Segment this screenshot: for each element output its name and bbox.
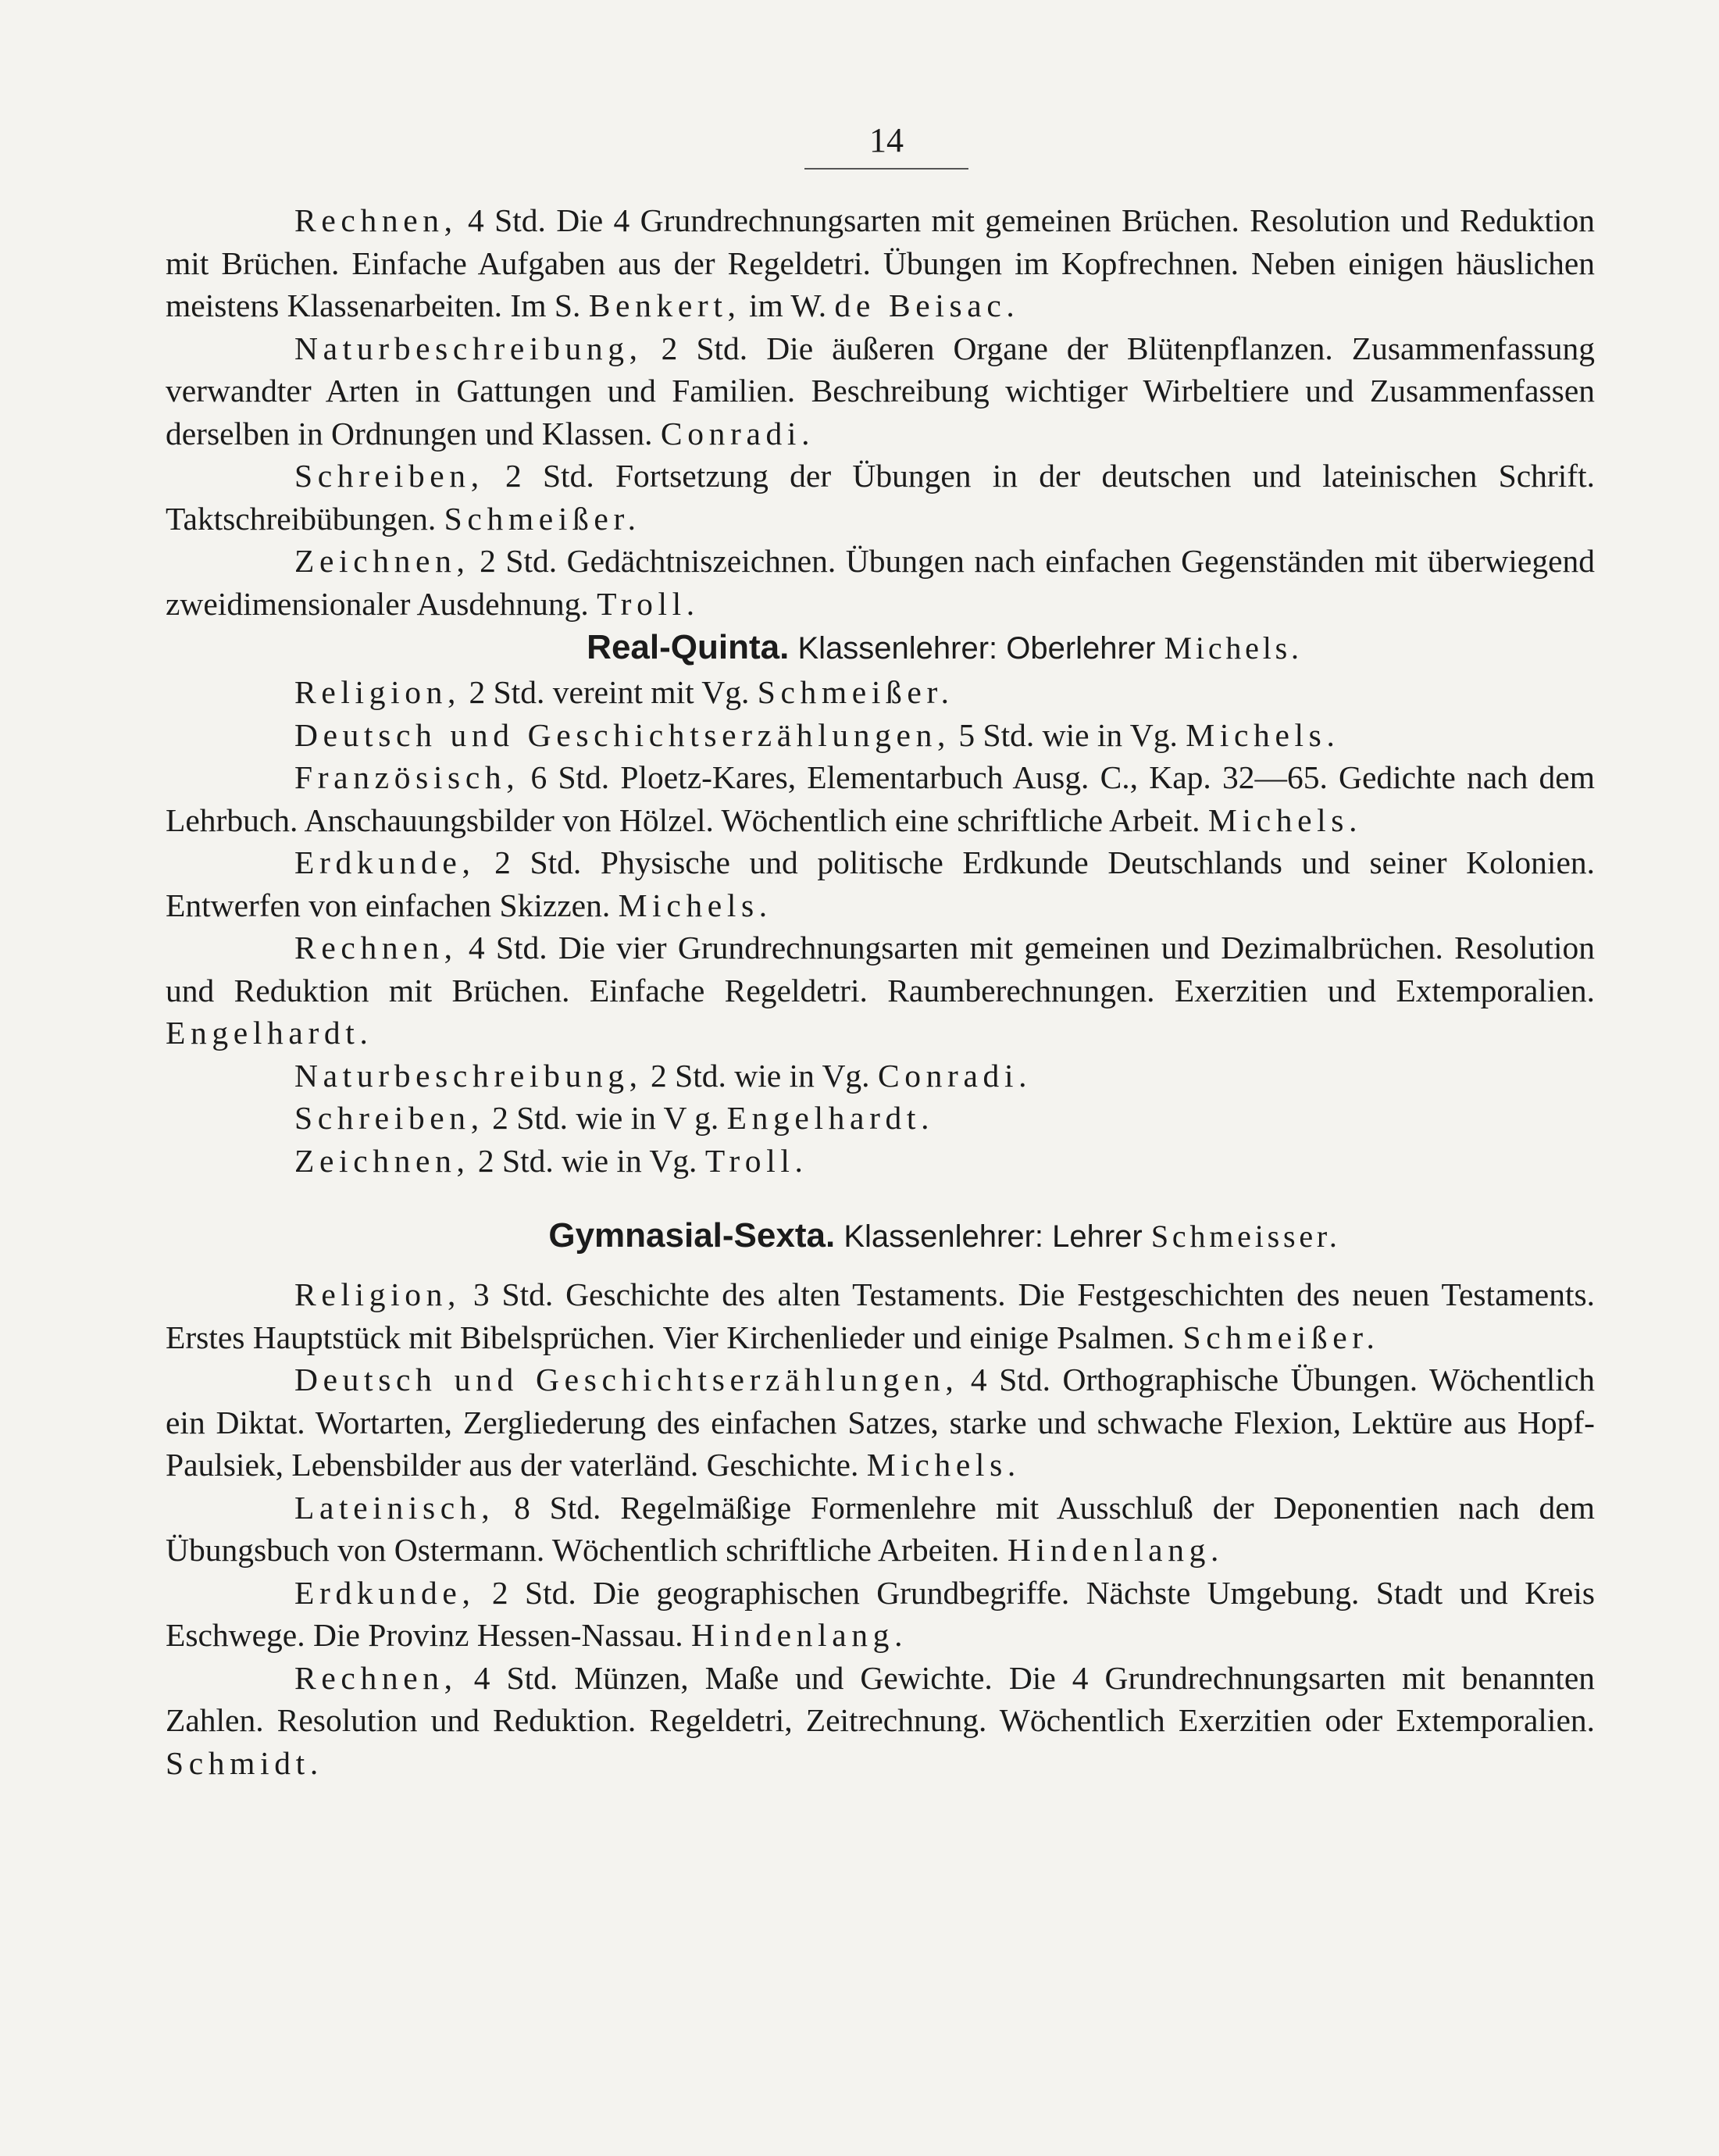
subject-label: Rechnen,: [294, 930, 458, 966]
paragraph-text: 2 Std. Physische und politische Erdkunde Deutschlands und seiner Kolonien. Entwerfen von einfachen Skizzen.: [166, 844, 1595, 923]
section-heading-real-quinta: [166, 625, 1595, 671]
subject-label: Naturbeschreibung,: [294, 330, 643, 366]
paragraph-religion-2: [166, 671, 1595, 714]
paragraph-naturbeschreibung-1: [166, 327, 1595, 455]
subject-label: Zeichnen,: [294, 1142, 470, 1179]
teacher-name: Schmeißer.: [757, 674, 954, 710]
class-teacher-name: Michels.: [1164, 630, 1303, 666]
section-title: Real-Quinta.: [587, 628, 790, 666]
teacher-name: Engelhardt.: [166, 1015, 373, 1051]
paragraph-text: 2 Std. Fortsetzung der Übungen in der deutschen und lateinischen Schrift. Taktschreibübungen.: [166, 458, 1595, 537]
page-body: [166, 199, 1595, 1784]
paragraph-text: 4 Std. Die vier Grundrechnungsarten mit gemeinen und Dezimalbrüchen. Resolution und Reduktion mit Brüchen. Einfache Regeldetri. Raumberechnungen. Exerzitien und Extemporalien.: [166, 930, 1595, 1008]
subject-label: Deutsch und Geschichtserzählungen,: [294, 1362, 959, 1397]
paragraph-text: 4 Std. Orthographische Übungen. Wöchentlich ein Diktat. Wortarten, Zergliederung des einfachen Satzes, starke und schwache Flexion, Lektüre aus Hopf-Paulsiek, Lebensbilder aus der vaterländ. Geschichte.: [166, 1362, 1595, 1483]
paragraph-text: 5 Std. wie in Vg.: [950, 716, 1186, 753]
paragraph-schreiben-1: [166, 455, 1595, 540]
paragraph-text: 2 Std. Die geographischen Grundbegriffe. Nächste Umgebung. Stadt und Kreis Eschwege. Die Provinz Hessen-Nassau.: [166, 1574, 1595, 1653]
teacher-name: de Beisac.: [834, 287, 1020, 323]
teacher-name: Conradi.: [877, 1057, 1032, 1094]
subject-label: Zeichnen,: [294, 543, 470, 579]
paragraph-text: 4 Std. Die 4 Grundrechnungsarten mit gemeinen Brüchen. Resolution und Reduktion mit Brüchen. Einfache Aufgaben aus der Regeldetri. Übungen im Kopfrechnen. Neben einigen häuslichen meistens Klassenarbeiten. Im S.: [166, 202, 1595, 323]
paragraph-rechnen-3: [166, 1657, 1595, 1785]
paragraph-text: 2 Std. vereint mit Vg.: [461, 674, 758, 710]
paragraph-deutsch-3: [166, 1358, 1595, 1487]
paragraph-text: 8 Std. Regelmäßige Formenlehre mit Ausschluß der Deponentien nach dem Übungsbuch von Ostermann. Wöchentlich schriftliche Arbeiten.: [166, 1489, 1595, 1568]
subject-label: Rechnen,: [294, 1659, 458, 1696]
teacher-name: Engelhardt.: [726, 1100, 935, 1136]
paragraph-erdkunde-2: [166, 841, 1595, 926]
subject-label: Lateinisch,: [294, 1489, 495, 1526]
paragraph-naturbeschreibung-2: [166, 1055, 1595, 1098]
paragraph-text: 2 Std. Die äußeren Organe der Blütenpflanzen. Zusammenfassung verwandter Arten in Gattungen und Familien. Beschreibung wichtiger Wirbeltiere und Zusammenfassen derselben in Ordnungen und Klassen.: [166, 330, 1595, 452]
teacher-name: Schmidt.: [166, 1744, 323, 1781]
teacher-name: Benkert,: [588, 287, 741, 323]
class-teacher-label: Klassenlehrer: Oberlehrer: [789, 631, 1164, 666]
subject-label: Religion,: [294, 674, 462, 710]
subject-label: Schreiben,: [294, 1100, 484, 1136]
paragraph-religion-3: [166, 1273, 1595, 1358]
paragraph-zeichnen-2: [166, 1140, 1595, 1183]
paragraph-text: 3 Std. Geschichte des alten Testaments. Die Festgeschichten des neuen Testaments. Erstes Hauptstück mit Bibelsprüchen. Vier Kirchenlieder und einige Psalmen.: [166, 1276, 1595, 1355]
subject-label: Naturbeschreibung,: [294, 1057, 643, 1094]
subject-label: Französisch,: [294, 759, 520, 795]
subject-label: Deutsch und Geschichtserzählungen,: [294, 716, 950, 753]
class-teacher-name: Schmeisser.: [1150, 1219, 1341, 1254]
subject-label: Rechnen,: [294, 202, 458, 238]
subject-label: Erdkunde,: [294, 844, 476, 880]
page-number: 14: [869, 121, 904, 159]
teacher-name: Schmeißer.: [444, 500, 641, 537]
section-title: Gymnasial-Sexta.: [548, 1216, 836, 1255]
page-number-rule: [804, 168, 968, 170]
teacher-name: Schmeißer.: [1182, 1319, 1380, 1355]
paragraph-text: 6 Std. Ploetz-Kares, Elementarbuch Ausg. C., Kap. 32—65. Gedichte nach dem Lehrbuch. Anschauungsbilder von Hölzel. Wöchentlich eine schriftliche Arbeit.: [166, 759, 1595, 838]
teacher-name: Michels.: [1186, 716, 1340, 753]
paragraph-text: im W.: [740, 287, 835, 323]
teacher-name: Hindenlang.: [1007, 1532, 1225, 1568]
paragraph-rechnen-1: [166, 199, 1595, 327]
subject-label: Religion,: [294, 1276, 462, 1312]
teacher-name: Michels.: [1207, 801, 1363, 838]
paragraph-lateinisch-3: [166, 1487, 1595, 1572]
teacher-name: Hindenlang.: [691, 1617, 908, 1653]
subject-label: Erdkunde,: [294, 1574, 476, 1611]
teacher-name: Troll.: [597, 585, 700, 622]
paragraph-text: 2 Std. Gedächtniszeichnen. Übungen nach einfachen Gegenständen mit überwiegend zweidimensionaler Ausdehnung.: [166, 543, 1595, 622]
paragraph-schreiben-2: [166, 1097, 1595, 1140]
paragraph-deutsch-2: [166, 714, 1595, 757]
teacher-name: Michels.: [866, 1447, 1021, 1483]
paragraph-franzoesisch-2: [166, 756, 1595, 841]
paragraph-text: 4 Std. Münzen, Maße und Gewichte. Die 4 Grundrechnungsarten mit benannten Zahlen. Resolution und Reduktion. Regeldetri, Zeitrechnung. Wöchentlich Exerzitien oder Extemporalien.: [166, 1659, 1595, 1738]
section-heading-gymnasial-sexta: [166, 1213, 1595, 1259]
subject-label: Schreiben,: [294, 458, 484, 494]
paragraph-rechnen-2: [166, 926, 1595, 1055]
paragraph-text: 2 Std. wie in V g.: [483, 1100, 727, 1136]
paragraph-text: 2 Std. wie in Vg.: [642, 1057, 878, 1094]
paragraph-erdkunde-3: [166, 1572, 1595, 1657]
paragraph-zeichnen-1: [166, 540, 1595, 625]
teacher-name: Troll.: [704, 1142, 808, 1179]
teacher-name: Conradi.: [660, 415, 815, 452]
class-teacher-label: Klassenlehrer: Lehrer: [835, 1219, 1151, 1254]
teacher-name: Michels.: [618, 887, 772, 923]
paragraph-text: 2 Std. wie in Vg.: [469, 1142, 705, 1179]
